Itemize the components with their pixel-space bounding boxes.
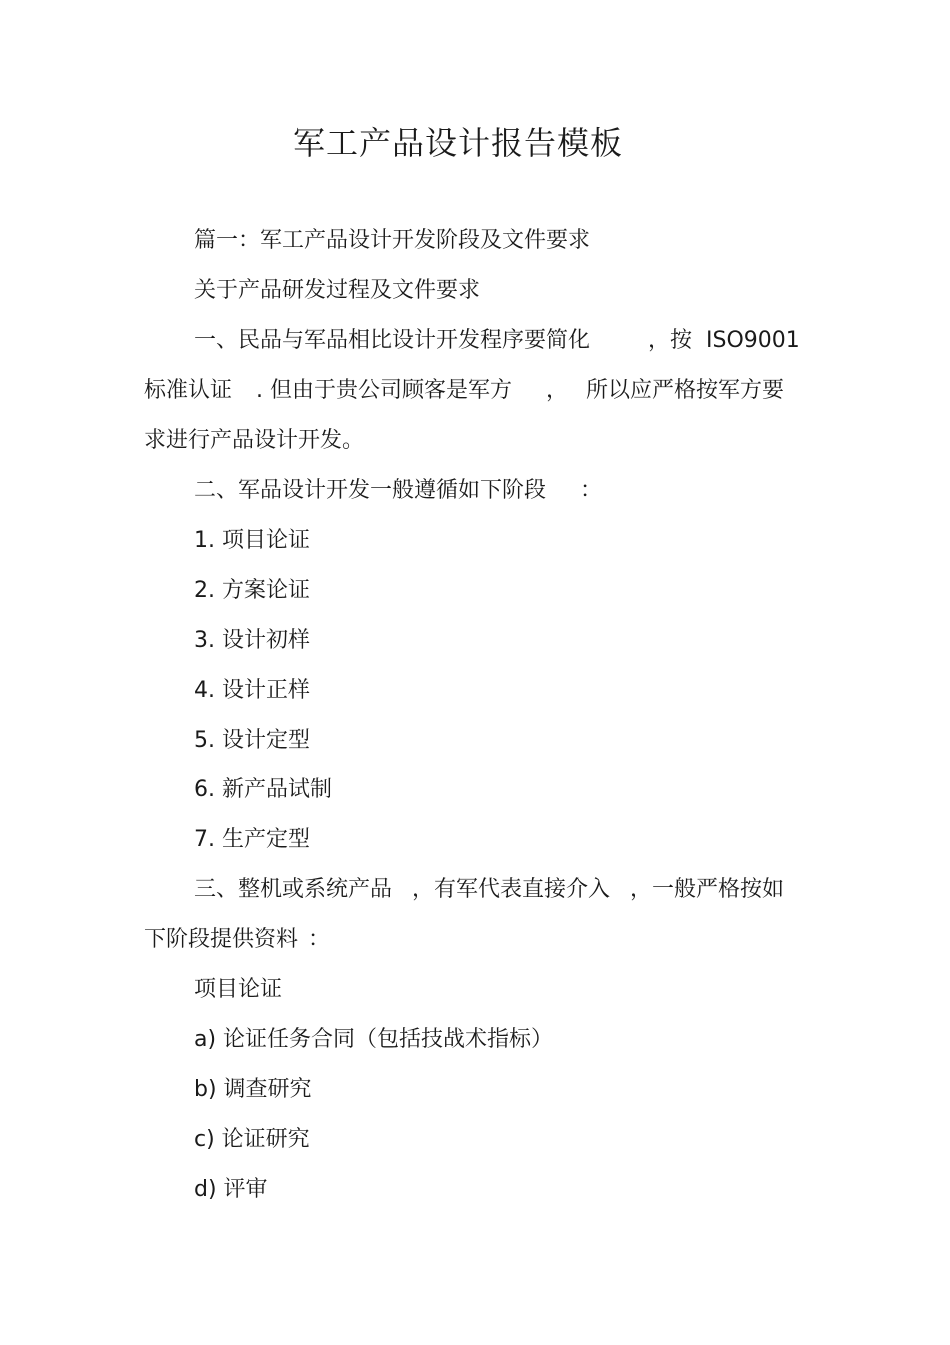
- paragraph-section-one-line-2: [144, 376, 784, 406]
- list-item: 6. 新产品试制: [194, 777, 332, 802]
- paragraph-section-one-line-1: [194, 326, 800, 356]
- text-segment: 所以应严格按军方要: [586, 378, 785, 403]
- text-segment: 三、整机或系统产品: [194, 877, 393, 902]
- paragraph-section-three-line-2: [144, 925, 330, 955]
- text-segment: 二、军品设计开发一般遵循如下阶段: [194, 478, 547, 503]
- list-item: d) 评审: [194, 1177, 268, 1202]
- list-item: 1. 项目论证: [194, 528, 310, 553]
- text-segment: ：: [308, 927, 331, 952]
- list-item: 7. 生产定型: [194, 827, 310, 852]
- list-item: 4. 设计正样: [194, 678, 310, 703]
- subsection-heading: 项目论证: [194, 977, 283, 1002]
- document-title: 军工产品设计报告模板: [292, 124, 623, 162]
- paragraph-section-one-line-3: 求进行产品设计开发。: [144, 428, 365, 453]
- text-segment: ISO9001: [706, 328, 800, 353]
- list-item: 3. 设计初样: [194, 628, 310, 653]
- list-item: 2. 方案论证: [194, 578, 310, 603]
- text-segment: . 但由于贵公司顾客是军方: [256, 378, 513, 403]
- text-segment: 一、民品与军品相比设计开发程序要简化: [194, 328, 591, 353]
- paragraph-section-three-line-1: [194, 875, 784, 905]
- list-item: b) 调查研究: [194, 1077, 312, 1102]
- text-segment: 标准认证: [144, 378, 233, 403]
- text-segment: ，: [546, 378, 569, 403]
- list-item: c) 论证研究: [194, 1127, 310, 1152]
- paragraph-section-two: [194, 476, 602, 506]
- list-item: 5. 设计定型: [194, 728, 310, 753]
- list-item: a) 论证任务合同（包括技战术指标）: [194, 1027, 554, 1052]
- paragraph-heading-part-one: 篇一：军工产品设计开发阶段及文件要求: [194, 228, 591, 253]
- text-segment: ，按: [648, 328, 693, 353]
- text-segment: ，有军代表直接介入: [412, 877, 611, 902]
- text-segment: ：: [580, 478, 603, 503]
- text-segment: 下阶段提供资料: [144, 927, 299, 952]
- paragraph-subheading: 关于产品研发过程及文件要求: [194, 278, 481, 303]
- text-segment: ，一般严格按如: [630, 877, 785, 902]
